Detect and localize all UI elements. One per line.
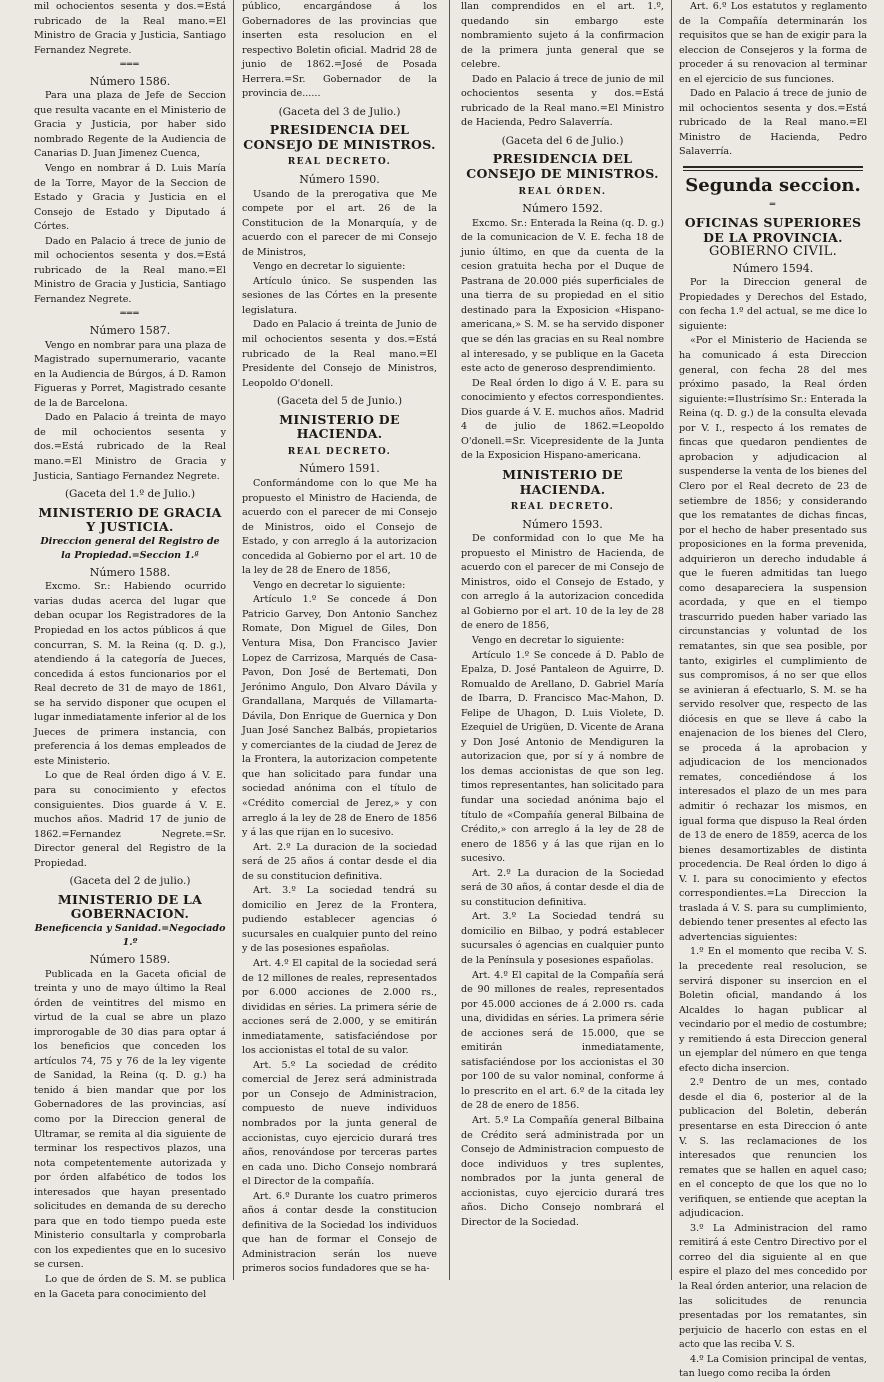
paragraph: Usando de la prerogativa que Me compete por el art. 26 de la Constitucion de la Monarquía, y de acuerdo con el parecer de mi Consejo de Ministros, [242, 188, 437, 258]
column-3 [457, 0, 668, 1280]
paragraph: Dado en Palacio á trece de junio de mil ochocientos sesenta y dos.=Está rubricado de la Real mano.=El Ministro de Gracia y Justicia, Santiago Fernandez Negrete. [34, 235, 226, 305]
section-divider [683, 170, 863, 171]
section-heading: OFICINAS SUPERIORES DE LA PROVINCIA. [684, 215, 862, 245]
paragraph: Conformándome con lo que Me ha propuesto el Ministro de Hacienda, de acuerdo con el parecer de mi Consejo de Ministros, oido el Consejo de Estado, y con arreglo á la autorizacion concedida al Gobierno por el art. 10 de la ley de 28 de Enero de 1856, [242, 477, 437, 577]
paragraph: Vengo en nombrar para una plaza de Magistrado supernumerario, vacante en la Audiencia de Búrgos, á D. Ramon Figueras y Porret, Magistrado cesante de la de Barcelona. [34, 339, 226, 409]
section-subheading: Beneficencia y Sanidad.=Negociado 1.º [34, 922, 226, 949]
paragraph: Vengo en decretar lo siguiente: [472, 634, 625, 646]
paragraph: Excmo. Sr.: Habiendo ocurrido varias dudas acerca del lugar que deban ocupar los Registradores de la Propiedad en los actos públicos á que concurran, S. M. la Reina (q. D. g.), atendiendo á la categoría de Jueces, concedida á estos funcionarios por el Real decreto de 31 de mayo de 1861, se ha servido disponer que ocupen el lugar inmediatamente inferior al de los Jueces de primera instancia, con preferencia á los demas empleados de este Ministerio. [34, 581, 226, 767]
paragraph: 2.º Dentro de un mes, contado desde el dia 6, posterior al de la publicacion del Boletin, deberán presentarse en esta Direccion ó ante V. S. las reclamaciones de los interesados que renuncien los remates que se hallen en aquel caso; en el concepto de que los que no lo verifiquen, se entiende que aceptan la adjudicacion. [679, 1077, 867, 1220]
decree-number: Número 1590. [299, 173, 380, 187]
gaceta-date: (Gaceta del 2 de julio.) [69, 875, 191, 888]
paragraph: mil ochocientos sesenta y dos.=Está rubricado de la Real mano.=El Ministro de Gracia y Justicia, Santiago Fernandez Negrete. [34, 1, 226, 56]
paragraph: Publicada en la Gaceta oficial de treinta y uno de mayo último la Real órden de veintitres del mismo en virtud de la cual se abre un plazo improrogable de 30 dias para optar á los beneficios que conceden los artículos 74, 75 y 76 de la ley vigente de Sanidad, la Reina (q. D. g.) ha tenido á bien mandar que por los Gobernadores de las provincias, así como por la Direccion general de Ultramar, se remita al dia siguiente de terminar los respectivos plazos, una nota competentemente autorizada y por órden alfabético de todos los interesados que hayan presentado solicitudes en demanda de su derecho para que en todo tiempo pueda este Ministerio consultarla y comprobarla con los expedientes que en lo sucesivo se cursen. [34, 968, 226, 1271]
decree-number: Número 1586. [89, 74, 171, 88]
paragraph: De conformidad con lo que Me ha propuesto el Ministro de Hacienda, de acuerdo con el parecer de mi Consejo de Ministros, oido el Consejo de Estado, y con arreglo á la autorizacion concedida al Gobierno por el art. 10 de la ley de 28 de enero de 1856, [461, 533, 664, 632]
section-heading: GOBIERNO CIVIL. [708, 244, 838, 260]
paragraph: Vengo en decretar lo siguiente: [253, 261, 406, 273]
column-1 [30, 0, 230, 1300]
paragraph: Art. 3.º La Sociedad tendrá su domicilio en Bilbao, y podrá establecer sucursales ó agencias en cualquier punto de la Península y posesiones españolas. [461, 911, 664, 966]
paragraph: Lo que de órden de S. M. se publica en la Gaceta para conocimiento del [34, 1274, 226, 1300]
decree-number: Número 1589. [89, 953, 171, 966]
paragraph: De Real órden lo digo á V. E. para su conocimiento y efectos correspondientes. Dios guarde á V. E. muchos años. Madrid 4 de julio de 1862.=Leopoldo O'donell.=Sr. Vicepresidente de la Junta de la Exposicion Hispano-americana. [461, 377, 664, 462]
section-heading: PRESIDENCIA DEL CONSEJO DE MINISTROS. [466, 151, 659, 182]
column-4 [675, 0, 871, 1380]
section-heading: MINISTERIO DE HACIENDA. [502, 466, 623, 497]
paragraph: llan comprendidos en el art. 1.º, quedando sin embargo este nombramiento sujeto á la confirmacion de la primera junta general que se celebre. [461, 1, 664, 71]
paragraph: Dado en Palacio á treinta de Junio de mil ochocientos sesenta y dos.=Está rubricado de la Real mano.=El Presidente del Consejo de Ministros, Leopoldo O'donell. [242, 319, 437, 389]
paragraph: Art. 2.º La duracion de la Sociedad será de 30 años, á contar desde el dia de su constitucion definitiva. [461, 867, 664, 908]
separator: ═══ [120, 60, 140, 71]
paragraph: Para una plaza de Jefe de Seccion que resulta vacante en el Ministerio de Gracia y Justicia, por haber sido nombrado Regente de la Audiencia de Canarias D. Juan Jimenez Cuenca, [34, 90, 226, 160]
separator: ═══ [120, 309, 140, 320]
column-rule [233, 0, 234, 1280]
gaceta-date: (Gaceta del 6 de Julio.) [501, 134, 624, 147]
decree-type: REAL DECRETO. [287, 446, 392, 457]
paragraph: Vengo en decretar lo siguiente: [253, 579, 406, 591]
paragraph: Art. 2.º La duracion de la sociedad será de 25 años á contar desde el dia de su constitucion definitiva. [242, 841, 437, 882]
paragraph: 1.º En el momento que reciba V. S. la precedente real resolucion, se servirá disponer su insercion en el Boletin oficial, mandando á los Alcaldes lo hagan publicar al vecindario por el medio de costumbre; y remitiendo á esta Direccion general un ejemplar del número en que tenga efecto dicha insercion. [679, 946, 867, 1074]
gaceta-date: (Gaceta del 5 de Junio.) [276, 395, 403, 408]
section-divider [683, 166, 863, 168]
paragraph: Artículo 1.º Se concede á Don Patricio Garvey, Don Antonio Sanchez Romate, Don Miguel de Giles, Don Ventura Misa, Don Francisco Javier Lopez de Carrizosa, Marqués de Casa-Pavon, Don José de Bertemati, Don Jerónimo Angulo, Don Alvaro Dávila y Grandallana, Marqués de Villamarta-Dávila, Don Enrique de Guernica y Don Juan José Sanchez Balbás, propietarios y comerciantes de la ciudad de Jerez de la Frontera, la autorizacion competente que han solicitado para fundar una sociedad anónima con el título de «Crédito comercial de Jerez,» y con arreglo á la ley de 28 de Enero de 1856 y á las que rijan en lo sucesivo. [242, 594, 437, 839]
paragraph: Art. 5.º La sociedad de crédito comercial de Jerez será administrada por un Consejo de Administracion, compuesto de nueve individuos nombrados por la junta general de accionistas, cuyo ejercicio durará tres años, renovándose por terceras partes en cada uno. Dicho Consejo nombrará el Director de la compañía. [242, 1059, 437, 1188]
paragraph: Art. 4.º El capital de la sociedad será de 12 millones de reales, representados por 6.000 acciones de 2.000 rs., divididas en séries. La primera série de acciones será de 2.000, y se emitirán inmediatamente, satisfaciéndose por los accionistas el total de su valor. [242, 958, 437, 1057]
paragraph: público, encargándose á los Gobernadores de las provincias que inserten esta resolucion en el respectivo Boletin oficial. Madrid 28 de junio de 1862.=José de Posada Herrera.=Sr. Gobernador de la provincia de...... [242, 1, 437, 100]
paragraph: Art. 3.º La sociedad tendrá su domicilio en Jerez de la Frontera, pudiendo establecer agencias ó sucursales en cualquier punto del reino y de las posesiones españolas. [242, 885, 437, 955]
decree-type: REAL ÓRDEN. [518, 186, 607, 197]
paragraph: Dado en Palacio á trece de junio de mil ochocientos sesenta y dos.=Está rubricado de la Real mano.=El Ministro de Hacienda, Pedro Salaverría. [461, 73, 664, 129]
decree-number: Número 1587. [89, 324, 171, 338]
paragraph: «Por el Ministerio de Hacienda se ha comunicado á esta Direccion general, con fecha 28 del mes próximo pasado, la Real órden siguiente:=Ilustrísimo Sr.: Enterada la Reina (q. D. g.) de la consulta elevada por V. I., respecto á los remates de fincas que quedaron pendientes de aprobacion y adjudicacion al suspenderse la venta de los bienes del Clero por el Real decreto de 23 de setiembre de 1856; y considerando que los rematantes de dichas fincas, por el hecho de haber presentado sus proposiciones en la forma prevenida, adquirieron un derecho indudable á que le fueren admitidas tan luego como desapareciera la suspension acordada, y que en el tiempo trascurrido pueden haber variado las circunstancias y voluntad de los rematantes, sin que sea posible, por tanto, exigirles el cumplimiento de sus compromisos, á no ser que ellos se avinieran á efectuarlo, S. M. se ha servido resolver que, respecto de las diócesis en que se lleve á cabo la enajenacion de los bienes del Clero, se proceda á la aprobacion y adjudicacion de los mencionados remates, concediéndose á los interesados el plazo de un mes para admitir ó rechazar los mismos, en igual forma que dispuso la Real órden de 13 de enero de 1859, acerca de los bienes desamortizables de distinta procedencia. De Real órden lo digo á V. I. para su conocimiento y efectos correspondientes.=La Direccion la traslada á V. S. para su cumplimiento, debiendo tener presentes al efecto las advertencias siguientes: [679, 335, 867, 943]
section-subheading: Direccion general del Registro de la Propiedad.=Seccion 1.ª [40, 535, 220, 562]
decree-type: REAL DECRETO. [510, 502, 615, 513]
decree-number: Número 1592. [522, 202, 603, 216]
paragraph: Dado en Palacio á treinta de mayo de mil ochocientos sesenta y dos.=Está rubricado de la Real mano.=El Ministro de Gracia y Justicia, Santiago Fernandez Negrete. [34, 412, 226, 482]
section-heading: MINISTERIO DE HACIENDA. [279, 411, 400, 442]
paragraph: Lo que de Real órden digo á V. E. para su conocimiento y efectos consiguientes. Dios guarde á V. E. muchos años. Madrid 17 de junio de 1862.=Fernandez Negrete.=Sr. Director general del Registro de la Propiedad. [34, 770, 226, 869]
section-heading: MINISTERIO DE GRACIA Y JUSTICIA. [38, 504, 222, 535]
decree-number: Número 1591. [299, 462, 380, 476]
paragraph: Artículo único. Se suspenden las sesiones de las Córtes en la presente legislatura. [242, 275, 437, 316]
paragraph: Art. 5.º La Compañía general Bilbaina de Crédito será administrada por un Consejo de Administracion compuesto de doce individuos y tres suplentes, nombrados por la junta general de accionistas, cuyo ejercicio durará tres años. Dicho Consejo nombrará el Director de la Sociedad. [461, 1115, 664, 1228]
paragraph: Art. 6.º Los estatutos y reglamento de la Compañía determinarán los requisitos que se han de exigir para la eleccion de Consejeros y la forma de proceder á su renovacion al terminar en el ejercicio de sus funciones. [679, 1, 867, 85]
paragraph: Art. 4.º El capital de la Compañía será de 90 millones de reales, representados por 45.000 acciones de á 2.000 rs. cada una, divididas en séries. La primera série de acciones será de 15.000, que se emitirán inmediatamente, satisfaciéndose por los accionistas el 30 por 100 de su valor nominal, conforme á lo prescrito en el art. 6.º de la citada ley de 28 de enero de 1856. [461, 969, 664, 1112]
paragraph: Dado en Palacio á trece de junio de mil ochocientos sesenta y dos.=Está rubricado de la Real mano.=El Ministro de Hacienda, Pedro Salaverría. [679, 88, 867, 158]
column-2 [238, 0, 441, 1280]
gaceta-date: (Gaceta del 3 de Julio.) [278, 105, 401, 118]
gaceta-date: (Gaceta del 1.º de Julio.) [64, 488, 196, 501]
section-heading: MINISTERIO DE LA GOBERNACION. [57, 891, 203, 922]
column-rule [671, 0, 672, 1280]
decree-number: Número 1594. [732, 261, 814, 275]
paragraph: Artículo 1.º Se concede á D. Pablo de Epalza, D. José Pantaleon de Aguirre, D. Romualdo de Arellano, D. Gabriel María de Ibarra, D. Francisco Mac-Mahon, D. Felipe de Uhagon, D. Luis Violete, D. Ezequiel de Urigüen, D. Vicente de Arana y Don José Antonio de Mendiguren la autorizacion que, por sí y á nombre de los demas accionistas de que son leg. timos representantes, han solicitado para fundar una sociedad anónima bajo el título de «Compañía general Bilbaina de Crédito,» con arreglo á la ley de 28 de enero de 1856 y á las que rijan en lo sucesivo. [461, 649, 664, 865]
paragraph: Vengo en nombrar á D. Luis María de la Torre, Mayor de la Seccion de Estado y Gracia y Justicia en el Consejo de Estado y Diputado á Córtes. [34, 163, 226, 233]
column-rule [449, 0, 450, 1280]
decree-number: Número 1593. [522, 517, 603, 531]
paragraph: 3.º La Administracion del ramo remitirá á este Centro Directivo por el correo del dia siguiente al en que espire el plazo del mes concedido por la Real órden anterior, una relacion de las solicitudes de renuncia presentadas por los rematantes, sin perjuicio de hacerlo con estas en el acto que las reciba V. S. [679, 1222, 867, 1351]
paragraph: Por la Direccion general de Propiedades y Derechos del Estado, con fecha 1.º del actual, se me dice lo siguiente: [679, 277, 867, 332]
paragraph: 4.º La Comision principal de ventas, tan luego como reciba la órden [679, 1353, 867, 1380]
separator: ═ [769, 199, 777, 210]
paragraph: Excmo. Sr.: Enterada la Reina (q. D. g.) de la comunicacion de V. E. fecha 18 de junio último, en que da cuenta de la cesion gratuita hecha por el Duque de Pastrana de 20.000 piés superficiales de una tierra de su propiedad en el sitio destinado para la Exposicion «Hispano-americana,» S. M. se ha servido disponer que se dén las gracias en su Real nombre al interesado, y se publique en la Gaceta este acto de generoso desprendimiento. [461, 217, 664, 375]
section-heading: PRESIDENCIA DEL CONSEJO DE MINISTROS. [243, 122, 436, 152]
section-title: Segunda seccion. [685, 175, 861, 197]
paragraph: Art. 6.º Durante los cuatro primeros años á contar desde la constitucion definitiva de la Sociedad los individuos que han de formar el Consejo de Administracion serán los nueve primeros socios fundadores que se ha- [242, 1190, 437, 1275]
decree-type: REAL DECRETO. [287, 157, 392, 168]
decree-number: Número 1588. [89, 565, 171, 579]
